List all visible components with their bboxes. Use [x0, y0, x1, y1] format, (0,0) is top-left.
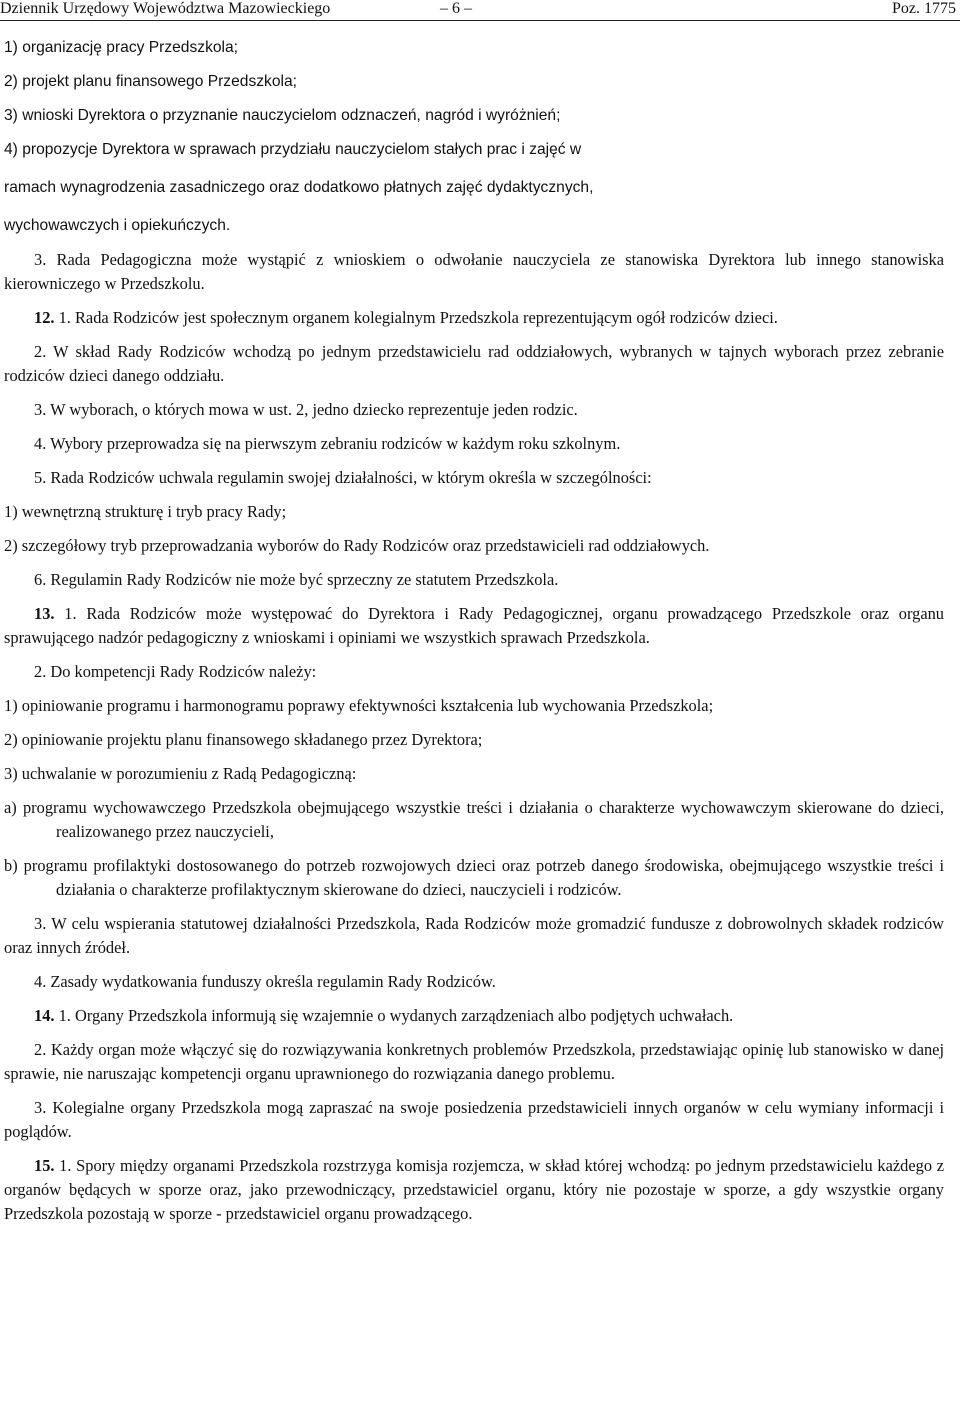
sub-list-item: b) programu profilaktyki dostosowanego do potrzeb rozwojowych dzieci oraz potrzeb danego środowiska, obejmującego wszystkie treści i działania o charakterze profilaktycznym skierowane do dzieci, nauczycieli i rodziców.: [4, 856, 944, 899]
document-body: [4, 38, 944, 1226]
list-item: 2) szczegółowy tryb przeprowadzania wyborów do Rady Rodziców oraz przedstawicieli rad oddziałowych.: [4, 536, 710, 555]
section-13-paragraph-1: 13. 1. Rada Rodziców może występować do Dyrektora i Rady Pedagogicznej, organu prowadzącego Przedszkole oraz organu sprawującego nadzór pedagogiczny z wnioskami i opiniami we wszystkich sprawach Przedszkola.: [4, 604, 944, 647]
list-item: 1) organizację pracy Przedszkola;: [4, 39, 239, 56]
section-12-paragraph-3: 3. W wyborach, o których mowa w ust. 2, jedno dziecko reprezentuje jeden rodzic.: [34, 400, 578, 419]
section-15-paragraph-1: 15. 1. Spory między organami Przedszkola rozstrzyga komisja rozjemcza, w skład której wchodzą: po jednym przedstawicielu każdego z organów będących w sporze oraz, jako przewodniczący, przedstawiciel organu, który nie pozostaje w sporze, a gdy wszystkie organy Przedszkola pozostają w sporze - przedstawiciel organu prowadzącego.: [4, 1156, 944, 1223]
section-12-paragraph-6: 6. Regulamin Rady Rodziców nie może być sprzeczny ze statutem Przedszkola.: [34, 570, 559, 589]
section-14-paragraph-3: 3. Kolegialne organy Przedszkola mogą zapraszać na swoje posiedzenia przedstawicieli innych organów w celu wymiany informacji i poglądów.: [4, 1098, 944, 1141]
list-item: 1) opiniowanie programu i harmonogramu poprawy efektywności kształcenia lub wychowania Przedszkola;: [4, 696, 714, 715]
section-12-paragraph-4: 4. Wybory przeprowadza się na pierwszym zebraniu rodziców w każdym roku szkolnym.: [34, 434, 621, 453]
section-13-paragraph-4: 4. Zasady wydatkowania funduszy określa regulamin Rady Rodziców.: [34, 972, 496, 991]
list-item: 3) uchwalanie w porozumieniu z Radą Pedagogiczną:: [4, 764, 357, 783]
list-item: 4) propozycje Dyrektora w sprawach przydziału nauczycielom stałych prac i zajęć w: [4, 141, 582, 158]
section-14-paragraph-2: 2. Każdy organ może włączyć się do rozwiązywania konkretnych problemów Przedszkola, przedstawiając opinię lub stanowisko w danej sprawie, nie naruszając kompetencji organu uprawnionego do rozwiązania danego problemu.: [4, 1040, 944, 1083]
journal-title: Dziennik Urzędowy Województwa Mazowieckiego: [0, 0, 331, 17]
section-number: 14.: [34, 1006, 55, 1025]
page-number: – 6 –: [440, 0, 472, 17]
list-item-continued: ramach wynagrodzenia zasadniczego oraz dodatkowo płatnych zajęć dydaktycznych,: [4, 179, 594, 196]
list-item-continued: wychowawczych i opiekuńczych.: [4, 217, 231, 234]
sub-list-item: a) programu wychowawczego Przedszkola obejmującego wszystkie treści i działania o charakterze wychowawczym skierowane do dzieci, realizowanego przez nauczycieli,: [4, 798, 944, 841]
page-header: [0, 0, 960, 22]
section-14-paragraph-1: 14. 1. Organy Przedszkola informują się wzajemnie o wydanych zarządzeniach albo podjętych uchwałach.: [34, 1006, 734, 1025]
section-13-paragraph-3: 3. W celu wspierania statutowej działalności Przedszkola, Rada Rodziców może gromadzić fundusze z dobrowolnych składek rodziców oraz innych źródeł.: [4, 914, 944, 957]
section-number: 12.: [34, 308, 55, 327]
paragraph-11-3: 3. Rada Pedagogiczna może wystąpić z wnioskiem o odwołanie nauczyciela ze stanowiska Dyrektora lub innego stanowiska kierowniczego w Przedszkolu.: [4, 250, 944, 293]
section-12-paragraph-2: 2. W skład Rady Rodziców wchodzą po jednym przedstawicielu rad oddziałowych, wybranych w tajnych wyborach przez zebranie rodziców dzieci danego oddziału.: [4, 342, 944, 385]
position-number: Poz. 1775: [892, 0, 956, 17]
section-12-paragraph-5: 5. Rada Rodziców uchwala regulamin swojej działalności, w którym określa w szczególności:: [34, 468, 652, 487]
list-item: 1) wewnętrzną strukturę i tryb pracy Rady;: [4, 502, 287, 521]
list-item: 2) opiniowanie projektu planu finansowego składanego przez Dyrektora;: [4, 730, 483, 749]
section-number: 13.: [34, 604, 55, 623]
section-12-paragraph-1: 12. 1. Rada Rodziców jest społecznym organem kolegialnym Przedszkola reprezentującym ogół rodziców dzieci.: [34, 308, 778, 327]
list-item: 3) wnioski Dyrektora o przyznanie nauczycielom odznaczeń, nagród i wyróżnień;: [4, 107, 561, 124]
section-13-paragraph-2: 2. Do kompetencji Rady Rodziców należy:: [34, 662, 317, 681]
section-number: 15.: [34, 1156, 55, 1175]
header-rule: [0, 20, 960, 21]
list-item: 2) projekt planu finansowego Przedszkola;: [4, 73, 297, 90]
